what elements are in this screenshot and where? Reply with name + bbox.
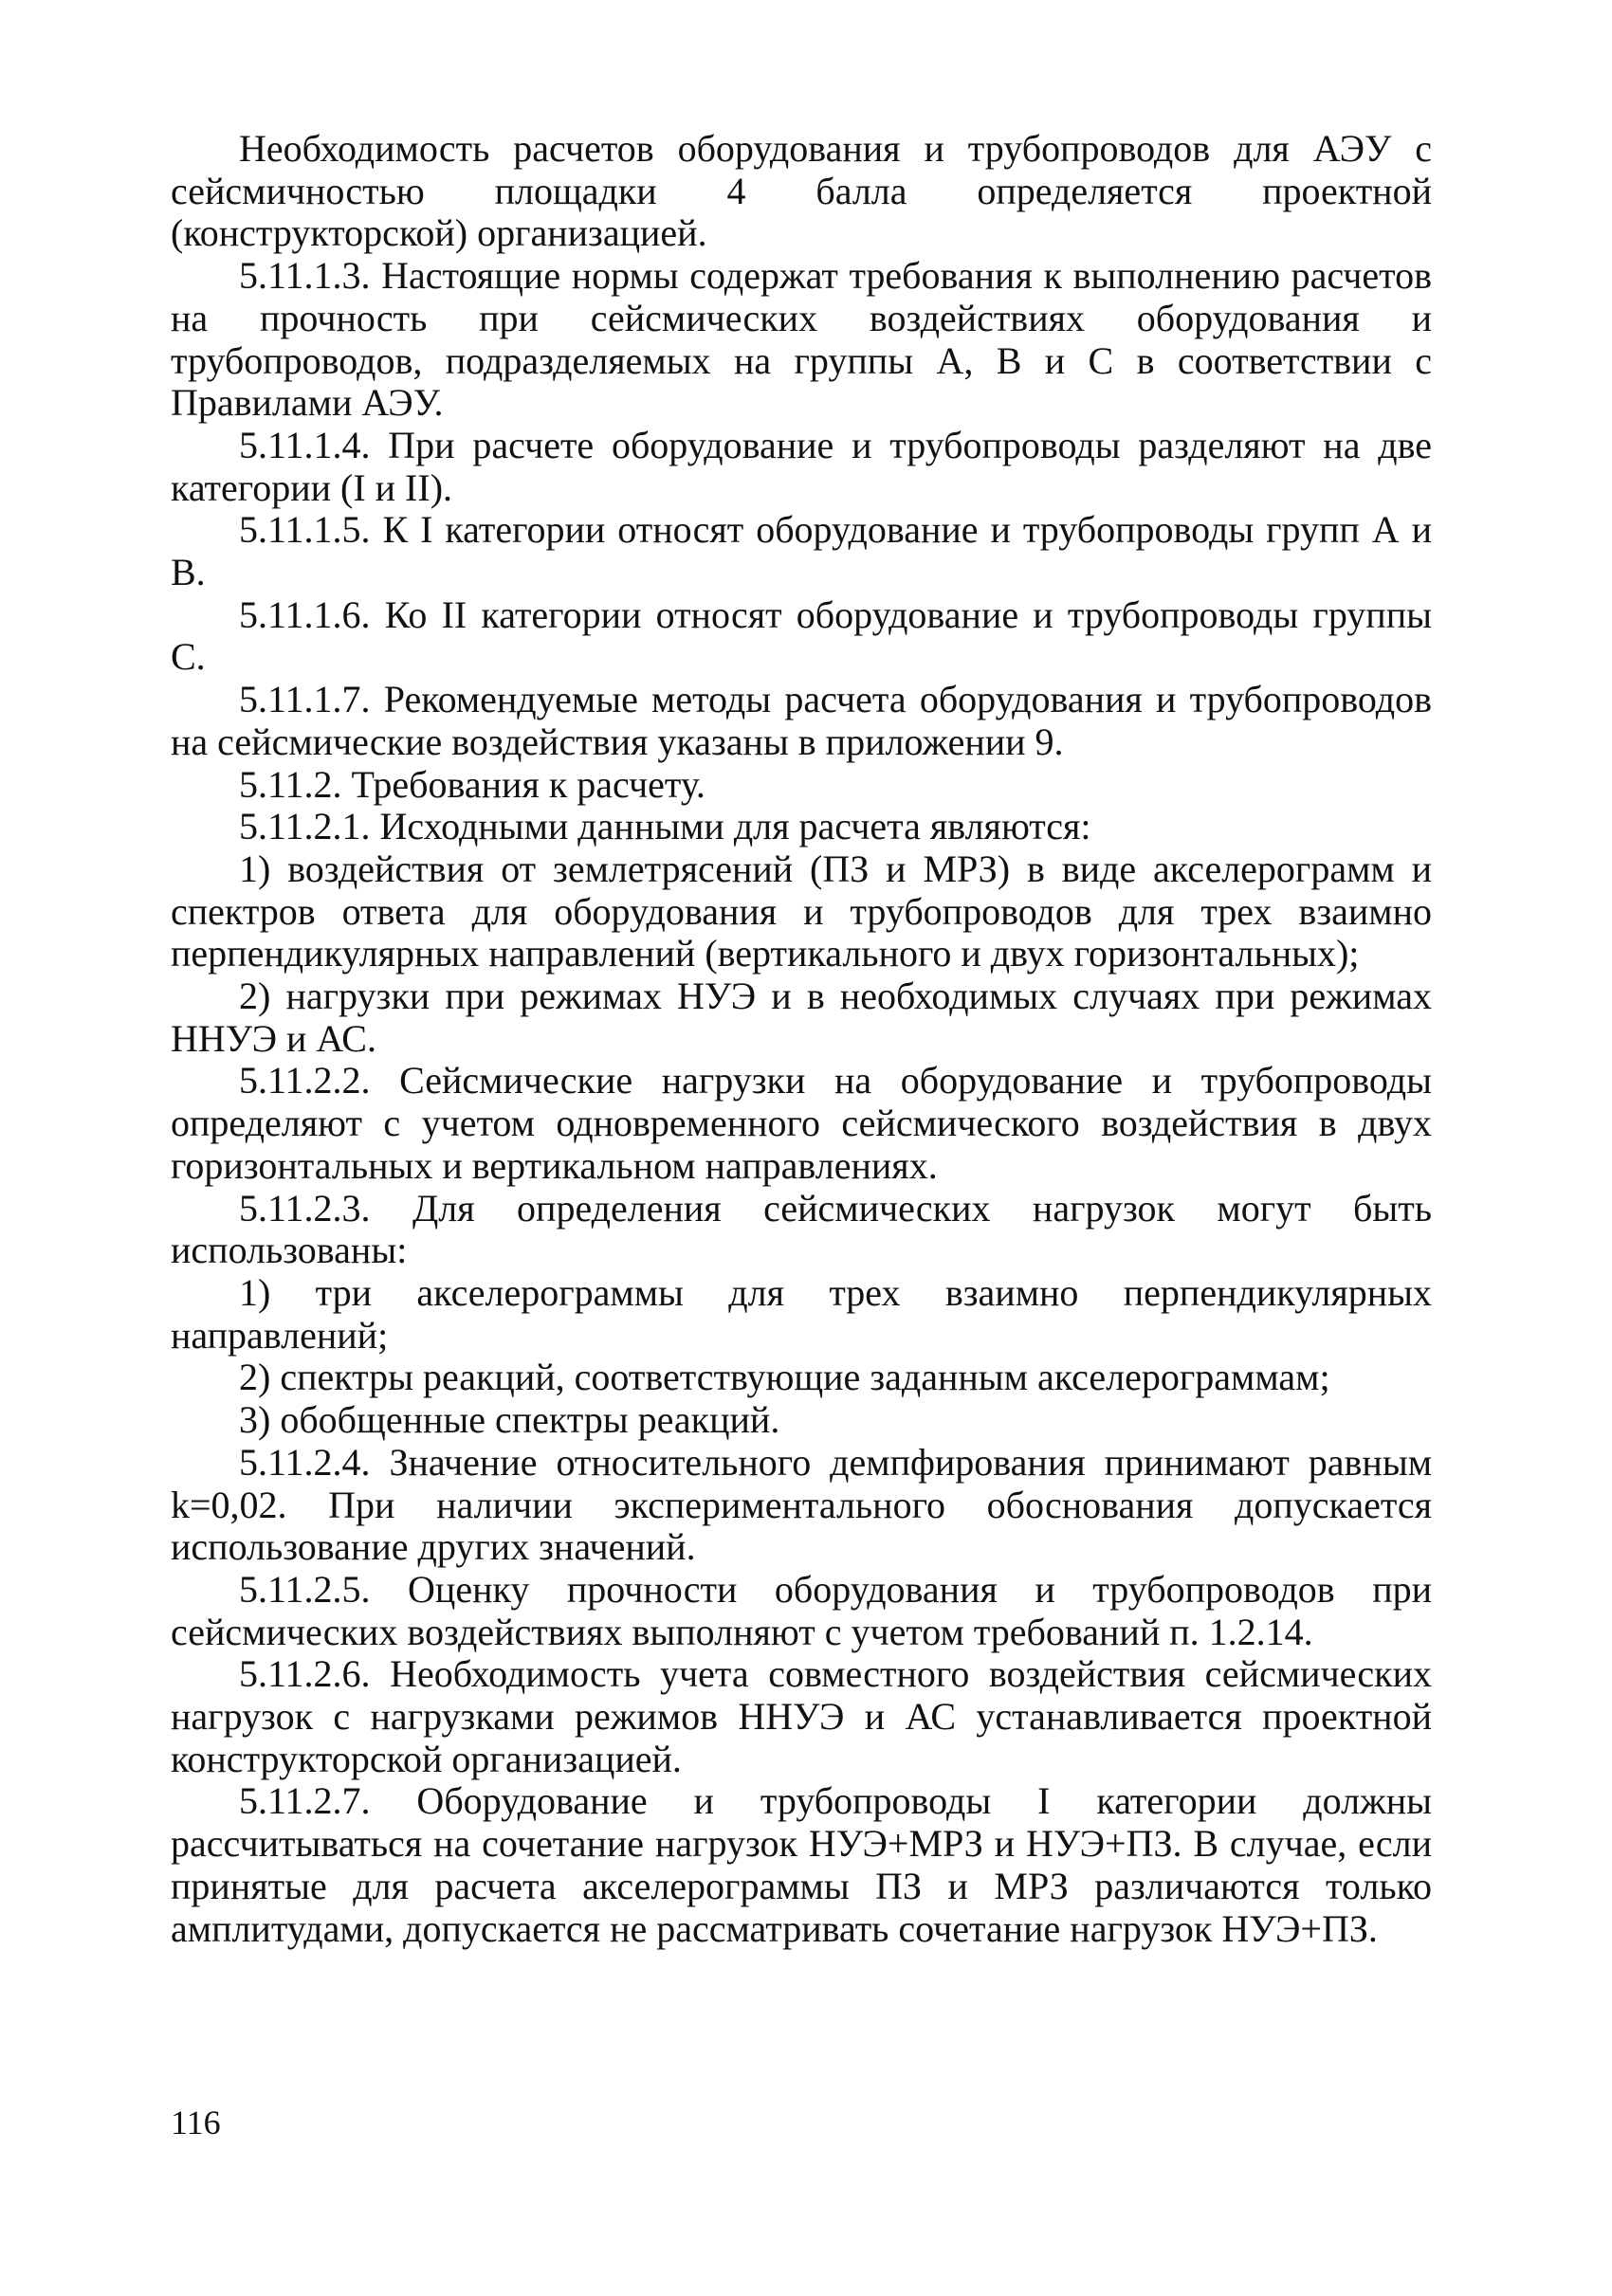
list-item-2: 2) нагрузки при режимах НУЭ и в необходимых случаях при режимах ННУЭ и АС.	[171, 975, 1432, 1060]
paragraph-5-11-1-3: 5.11.1.3. Настоящие нормы содержат требования к выполнению расчетов на прочность при сейсмических воздействиях оборудования и трубопроводов, подразделяемых на группы А, В и С в соответствии с Правилами АЭУ.	[171, 254, 1432, 425]
page-text	[171, 128, 1432, 1950]
list-item-1b: 1) три акселерограммы для трех взаимно перпендикулярных направлений;	[171, 1270, 1432, 1357]
paragraph-5-11-2-1: 5.11.2.1. Исходными данными для расчета являются:	[239, 805, 1091, 848]
paragraph-5-11-2: 5.11.2. Требования к расчету.	[239, 762, 705, 806]
paragraph-intro: Необходимость расчетов оборудования и трубопроводов для АЭУ с сейсмичностью площадки 4 балла определяется проектной (конструкторской) организацией.	[171, 127, 1432, 255]
list-item-2b: 2) спектры реакций, соответствующие заданным акселерограммам;	[239, 1356, 1330, 1399]
paragraph-5-11-2-2: 5.11.2.2. Сейсмические нагрузки на оборудование и трубопроводы определяют с учетом одновременного сейсмического воздействия в двух горизонтальных и вертикальном направлениях.	[171, 1059, 1432, 1187]
paragraph-5-11-2-5: 5.11.2.5. Оценку прочности оборудования и трубопроводов при сейсмических воздействиях выполняют с учетом требований п. 1.2.14.	[171, 1567, 1432, 1653]
paragraph-5-11-2-4: 5.11.2.4. Значение относительного демпфирования принимают равным k=0,02. При наличии экспериментального обоснования допускается использование других значений.	[171, 1440, 1432, 1569]
paragraph-5-11-2-6: 5.11.2.6. Необходимость учета совместного воздействия сейсмических нагрузок с нагрузками режимов ННУЭ и АС устанавливается проектной конструкторской организацией.	[171, 1652, 1432, 1780]
list-item-1: 1) воздействия от землетрясений (ПЗ и МРЗ) в виде акселерограмм и спектров ответа для оборудования и трубопроводов для трех взаимно перпендикулярных направлений (вертикального и двух горизонтальных);	[171, 847, 1432, 975]
paragraph-5-11-1-5: 5.11.1.5. К I категории относят оборудование и трубопроводы групп А и В.	[171, 508, 1432, 594]
paragraph-5-11-1-6: 5.11.1.6. Ко II категории относят оборудование и трубопроводы группы С.	[171, 592, 1432, 679]
paragraph-5-11-2-7: 5.11.2.7. Оборудование и трубопроводы I категории должны рассчитываться на сочетание нагрузок НУЭ+МРЗ и НУЭ+ПЗ. В случае, если принятые для расчета акселерограммы ПЗ и МРЗ различаются только амплитудами, допускается не рассматривать сочетание нагрузок НУЭ+ПЗ.	[171, 1779, 1432, 1950]
list-item-3b: 3) обобщенные спектры реакций.	[239, 1398, 780, 1442]
paragraph-5-11-1-7: 5.11.1.7. Рекомендуемые методы расчета оборудования и трубопроводов на сейсмические воздействия указаны в приложении 9.	[171, 678, 1432, 763]
page-number: 116	[171, 2104, 221, 2141]
paragraph-5-11-1-4: 5.11.1.4. При расчете оборудование и трубопроводы разделяют на две категории (I и II).	[171, 423, 1432, 509]
paragraph-5-11-2-3: 5.11.2.3. Для определения сейсмических нагрузок могут быть использованы:	[171, 1186, 1432, 1272]
